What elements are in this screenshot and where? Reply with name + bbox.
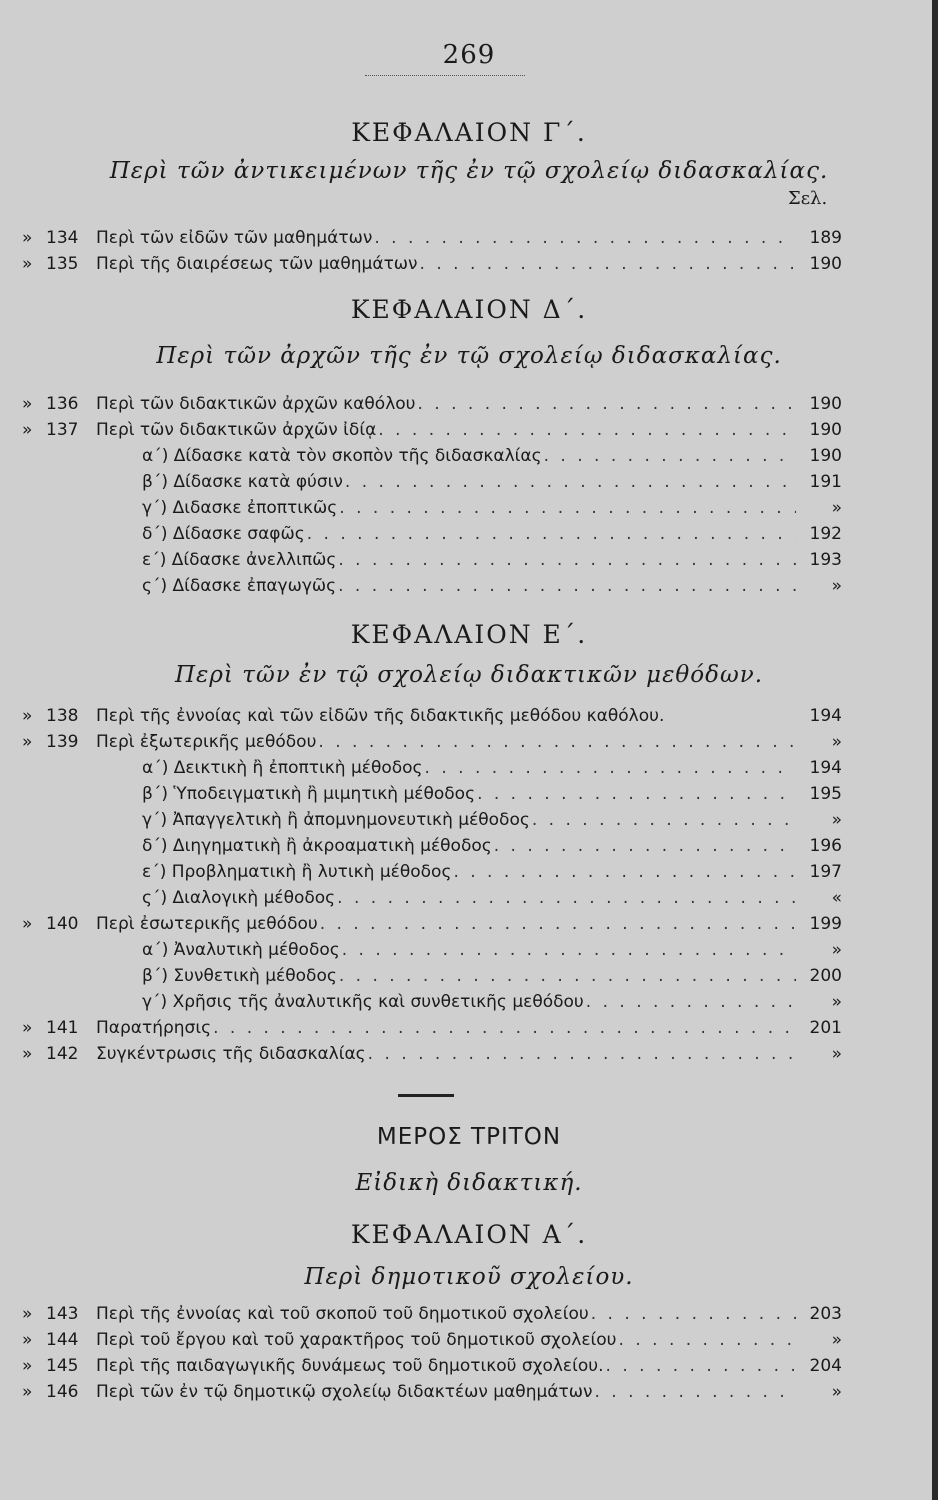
ditto-mark: » [22,1330,33,1350]
subentry-page: » [831,576,842,596]
leader-dots [494,836,796,856]
ditto-mark: » [22,1356,33,1376]
part-three-title: ΜΕΡΟΣ ΤΡΙΤΟΝ [376,1124,562,1150]
toc-subentry [22,550,842,574]
ditto-mark: » [22,732,33,752]
subentry-page: 196 [809,836,842,856]
leader-dots [213,1018,796,1038]
subentry-page: 193 [809,550,842,570]
toc-subentry [22,758,842,782]
leader-dots [374,228,796,248]
toc-entry-134 [22,228,842,252]
leader-dots [339,498,796,518]
entry-text: Περὶ τῆς ἐννοίας καὶ τῶν εἰδῶν τῆς διδακτικῆς μεθόδου καθόλου. [96,706,665,726]
entry-page: » [831,1382,842,1402]
part-three-subtitle: Εἰδικὴ διδακτική. [355,1170,583,1196]
toc-entry-136 [22,394,842,418]
entry-page: » [831,1330,842,1350]
subentry-text: ς΄) Διαλογικὴ μέθοδος [142,888,336,908]
toc-entry-142 [22,1044,842,1068]
subentry-page: » [831,992,842,1012]
leader-dots [318,732,796,752]
part-three-chapter-title: ΚΕΦΑΛΑΙΟΝ Α΄. [350,1220,588,1249]
ditto-mark: » [22,420,33,440]
leader-dots [591,1304,796,1324]
toc-subentry [22,498,842,522]
entry-number: 144 [46,1330,79,1350]
entry-number: 143 [46,1304,79,1324]
toc-entry-137 [22,420,842,444]
toc-subentry [22,862,842,886]
entry-number: 134 [46,228,79,248]
ditto-mark: » [22,914,33,934]
subentry-page: » [831,940,842,960]
subentry-text: α΄) Δίδασκε κατὰ τὸν σκοπὸν τῆς διδασκαλίας [142,446,542,466]
subentry-text: α΄) Ἀναλυτικὴ μέθοδος [142,940,340,960]
subentry-text: γ΄) Χρῆσις τῆς ἀναλυτικῆς καὶ συνθετικῆς μεθόδου [142,992,584,1012]
toc-subentry [22,472,842,496]
leader-dots [307,524,796,544]
entry-text: Περὶ τῶν διδακτικῶν ἀρχῶν ἰδίᾳ [96,420,377,440]
leader-dots [619,1330,796,1350]
entry-page: 201 [809,1018,842,1038]
subentry-page: « [831,888,842,908]
subentry-text: δ΄) Διηγηματικὴ ἢ ἀκροαματικὴ μέθοδος [142,836,492,856]
chapter-e-subtitle: Περὶ τῶν ἐν τῷ σχολείῳ διδακτικῶν μεθόδων. [174,662,763,688]
subentry-text: γ΄) Ἀπαγγελτικὴ ἢ ἀπομνημονευτικὴ μέθοδος [142,810,530,830]
toc-subentry [22,576,842,600]
leader-dots [378,420,796,440]
leader-dots [594,1382,796,1402]
subentry-page: 195 [809,784,842,804]
chapter-d-subtitle: Περὶ τῶν ἀρχῶν τῆς ἐν τῷ σχολείῳ διδασκαλίας. [156,343,782,369]
leader-dots [586,992,796,1012]
entry-text: Περὶ τῆς ἐννοίας καὶ τοῦ σκοποῦ τοῦ δημοτικοῦ σχολείου [96,1304,589,1324]
toc-subentry [22,446,842,470]
ditto-mark: » [22,1018,33,1038]
toc-subentry [22,992,842,1016]
ditto-mark: » [22,228,33,248]
toc-subentry [22,940,842,964]
toc-subentry [22,836,842,860]
page-number-rule [365,75,525,76]
ditto-mark: » [22,1044,33,1064]
entry-number: 139 [46,732,79,752]
chapter-d-title: ΚΕΦΑΛΑΙΟΝ Δ΄. [350,295,588,324]
entry-page: 204 [809,1356,842,1376]
entry-number: 135 [46,254,79,274]
toc-entry-140 [22,914,842,938]
subentry-text: β΄) Δίδασκε κατὰ φύσιν [142,472,343,492]
entry-page: » [831,732,842,752]
entry-number: 146 [46,1382,79,1402]
leader-dots [606,1356,796,1376]
toc-subentry [22,888,842,912]
leader-dots [338,550,796,570]
leader-dots [477,784,796,804]
subentry-page: 197 [809,862,842,882]
chapter-c-title: ΚΕΦΑΛΑΙΟΝ Γ΄. [351,118,587,147]
toc-entry-139 [22,732,842,756]
entry-page: 199 [809,914,842,934]
page-column-header: Σελ. [788,188,828,209]
ditto-mark: » [22,706,33,726]
entry-text: Παρατήρησις [96,1018,212,1038]
toc-entry-144 [22,1330,842,1354]
toc-subentry [22,966,842,990]
entry-text: Περὶ τοῦ ἔργου καὶ τοῦ χαρακτῆρος τοῦ δημοτικοῦ σχολείου [96,1330,617,1350]
page-number: 269 [442,40,496,70]
entry-text: Περὶ ἐσωτερικῆς μεθόδου [96,914,318,934]
entry-number: 137 [46,420,79,440]
entry-page: 203 [809,1304,842,1324]
leader-dots [320,914,796,934]
subentry-text: β΄) Συνθετικὴ μέθοδος [142,966,337,986]
chapter-c-subtitle: Περὶ τῶν ἀντικειμένων τῆς ἐν τῷ σχολείῳ διδασκαλίας. [109,158,829,184]
entry-text: Συγκέντρωσις τῆς διδασκαλίας [96,1044,366,1064]
toc-entry-145 [22,1356,842,1380]
chapter-e-title: ΚΕΦΑΛΑΙΟΝ Ε΄. [350,620,588,649]
entry-page: 194 [809,706,842,726]
leader-dots [418,394,797,414]
subentry-text: β΄) Ὑποδειγματικὴ ἢ μιμητικὴ μέθοδος [142,784,476,804]
subentry-text: ε΄) Δίδασκε ἀνελλιπῶς [142,550,337,570]
part-three-chapter-subtitle: Περὶ δημοτικοῦ σχολείου. [304,1264,634,1290]
entry-number: 136 [46,394,79,414]
toc-subentry [22,810,842,834]
entry-number: 138 [46,706,79,726]
toc-subentry [22,524,842,548]
subentry-page: 194 [809,758,842,778]
subentry-page: » [831,810,842,830]
entry-page: 190 [809,254,842,274]
subentry-text: α΄) Δεικτικὴ ἢ ἐποπτικὴ μέθοδος [142,758,423,778]
entry-page: 190 [809,420,842,440]
leader-dots [453,862,796,882]
entry-number: 145 [46,1356,79,1376]
entry-number: 142 [46,1044,79,1064]
leader-dots [368,1044,796,1064]
leader-dots [339,966,796,986]
subentry-text: ε΄) Προβληματικὴ ἢ λυτικὴ μέθοδος [142,862,452,882]
subentry-text: δ΄) Δίδασκε σαφῶς [142,524,305,544]
ditto-mark: » [22,394,33,414]
toc-subentry [22,784,842,808]
toc-entry-135 [22,254,842,278]
toc-entry-146 [22,1382,842,1406]
leader-dots [532,810,796,830]
toc-entry-141 [22,1018,842,1042]
entry-number: 141 [46,1018,79,1038]
entry-number: 140 [46,914,79,934]
entry-text: Περὶ ἐξωτερικῆς μεθόδου [96,732,317,752]
entry-page: 189 [809,228,842,248]
ditto-mark: » [22,1304,33,1324]
leader-dots [342,940,796,960]
entry-text: Περὶ τῆς διαιρέσεως τῶν μαθημάτων [96,254,418,274]
entry-text: Περὶ τῶν εἰδῶν τῶν μαθημάτων [96,228,373,248]
entry-text: Περὶ τῶν διδακτικῶν ἀρχῶν καθόλου [96,394,416,414]
leader-dots [420,254,796,274]
subentry-page: 200 [809,966,842,986]
leader-dots [544,446,796,466]
toc-entry-143 [22,1304,842,1328]
ditto-mark: » [22,1382,33,1402]
subentry-page: 191 [809,472,842,492]
leader-dots [345,472,796,492]
subentry-text: γ΄) Διδασκε ἐποπτικῶς [142,498,338,518]
subentry-page: » [831,498,842,518]
section-divider [398,1094,454,1097]
entry-text: Περὶ τῆς παιδαγωγικῆς δυνάμεως τοῦ δημοτικοῦ σχολείου. [96,1356,604,1376]
ditto-mark: » [22,254,33,274]
entry-page: » [831,1044,842,1064]
leader-dots [425,758,796,778]
subentry-page: 190 [809,446,842,466]
toc-entry-138 [22,706,842,730]
leader-dots [337,888,796,908]
leader-dots [338,576,796,596]
entry-page: 190 [809,394,842,414]
subentry-text: ς΄) Δίδασκε ἐπαγωγῶς [142,576,337,596]
entry-text: Περὶ τῶν ἐν τῷ δημοτικῷ σχολείῳ διδακτέων μαθημάτων [96,1382,593,1402]
subentry-page: 192 [809,524,842,544]
